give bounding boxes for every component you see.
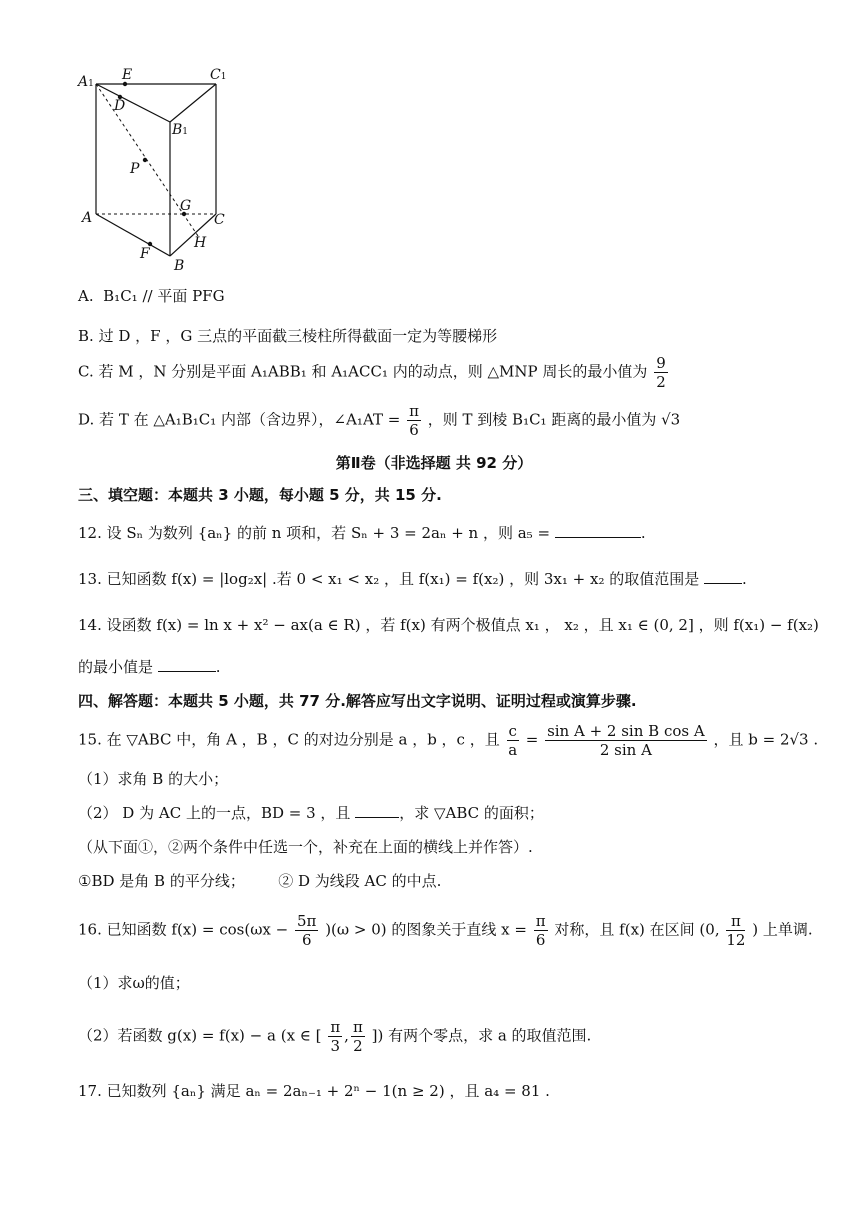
svg-text:E: E <box>122 67 133 83</box>
svg-text:C: C <box>214 212 225 228</box>
option-a: A. B₁C₁ // 平面 PFG <box>78 287 225 305</box>
question-15-note: （从下面①，②两个条件中任选一个，补充在上面的横线上并作答）. <box>78 838 533 856</box>
answer-blank[interactable] <box>158 657 216 672</box>
question-15-conditions: ①BD 是角 B 的平分线； ② D 为线段 AC 的中点. <box>78 872 442 890</box>
svg-text:B: B <box>174 258 185 274</box>
option-d: D. 若 T 在 △A₁B₁C₁ 内部（含边界），∠A₁AT = $\frac{\pi}{6}$ ，则 T 到棱 B₁C₁ 距离的最小值为 √3 <box>78 402 681 439</box>
svg-text:P: P <box>130 161 140 177</box>
answer-blank[interactable] <box>355 803 399 818</box>
question-14-line1: 14. 设函数 f(x) = ln x + x² − ax(a ∈ R) ，若 f(x) 有两个极值点 x₁ ， x₂ ，且 x₁ ∈ (0, 2] ，则 f(x₁) − f(x₂) <box>78 616 819 634</box>
prism-figure <box>70 60 250 280</box>
option-b: B. 过 D ，F ，G 三点的平面截三棱柱所得截面一定为等腰梯形 <box>78 327 498 345</box>
svg-text:G: G <box>180 198 192 214</box>
question-15-part2: （2） D 为 AC 上的一点，BD = 3 ，且 ，求 ▽ABC 的面积； <box>78 804 544 822</box>
svg-text:A: A <box>82 210 93 226</box>
section4-title: 四、解答题：本题共 5 小题，共 77 分.解答应写出文字说明、证明过程或演算步骤. <box>78 692 637 710</box>
question-16-part1: （1）求ω的值； <box>78 974 190 992</box>
question-15-part1: （1）求角 B 的大小； <box>78 770 229 788</box>
question-16: 16. 已知函数 f(x) = cos(ωx − $\frac{5\pi}{6}$ )(ω > 0) 的图象关于直线 x = $\frac{\pi}{6}$ 对称，且 f(x) 在区间 (0, $\frac{\pi}{12}$ ) 上单调. <box>78 912 813 949</box>
svg-text:F: F <box>140 246 150 262</box>
point-P <box>143 158 147 162</box>
part2-title: 第Ⅱ卷（非选择题 共 92 分） <box>335 454 533 472</box>
question-15: 15. 在 ▽ABC 中，角 A ，B ，C 的对边分别是 a ，b ，c ，且 $\frac{c}{a}$ = $\frac{\text{sin A + 2 sin B cos A}}{\text{2 sin A}}$ ，且 b = 2√3 . <box>78 722 819 759</box>
section3-title: 三、填空题：本题共 3 小题，每小题 5 分，共 15 分. <box>78 486 442 504</box>
svg-text:C1: C1 <box>210 67 227 83</box>
option-c: C. 若 M ，N 分别是平面 A₁ABB₁ 和 A₁ACC₁ 内的动点，则 △MNP 周长的最小值为 $\frac{9}{2}$ <box>78 354 666 391</box>
answer-blank[interactable] <box>555 523 641 538</box>
question-16-part2: （2）若函数 g(x) = f(x) − a (x ∈ [ $\frac{\pi}{3}$ , $\frac{\pi}{2}$ ]) 有两个零点，求 a 的取值范围. <box>78 1018 592 1055</box>
question-13: 13. 已知函数 f(x) = |log₂x| .若 0 < x₁ < x₂ ，且 f(x₁) = f(x₂) ，则 3x₁ + x₂ 的取值范围是 . <box>78 570 747 588</box>
svg-text:D: D <box>114 98 126 114</box>
question-14-line2: 的最小值是 . <box>78 658 221 676</box>
svg-text:A1: A1 <box>78 74 94 90</box>
question-17: 17. 已知数列 {aₙ} 满足 aₙ = 2aₙ₋₁ + 2ⁿ − 1(n ≥ 2) ，且 a₄ = 81 . <box>78 1082 550 1100</box>
svg-text:B1: B1 <box>172 122 189 138</box>
svg-text:H: H <box>194 235 207 251</box>
question-12: 12. 设 Sₙ 为数列 {aₙ} 的前 n 项和，若 Sₙ + 3 = 2aₙ + n ，则 a₅ = . <box>78 524 646 542</box>
answer-blank[interactable] <box>704 569 742 584</box>
